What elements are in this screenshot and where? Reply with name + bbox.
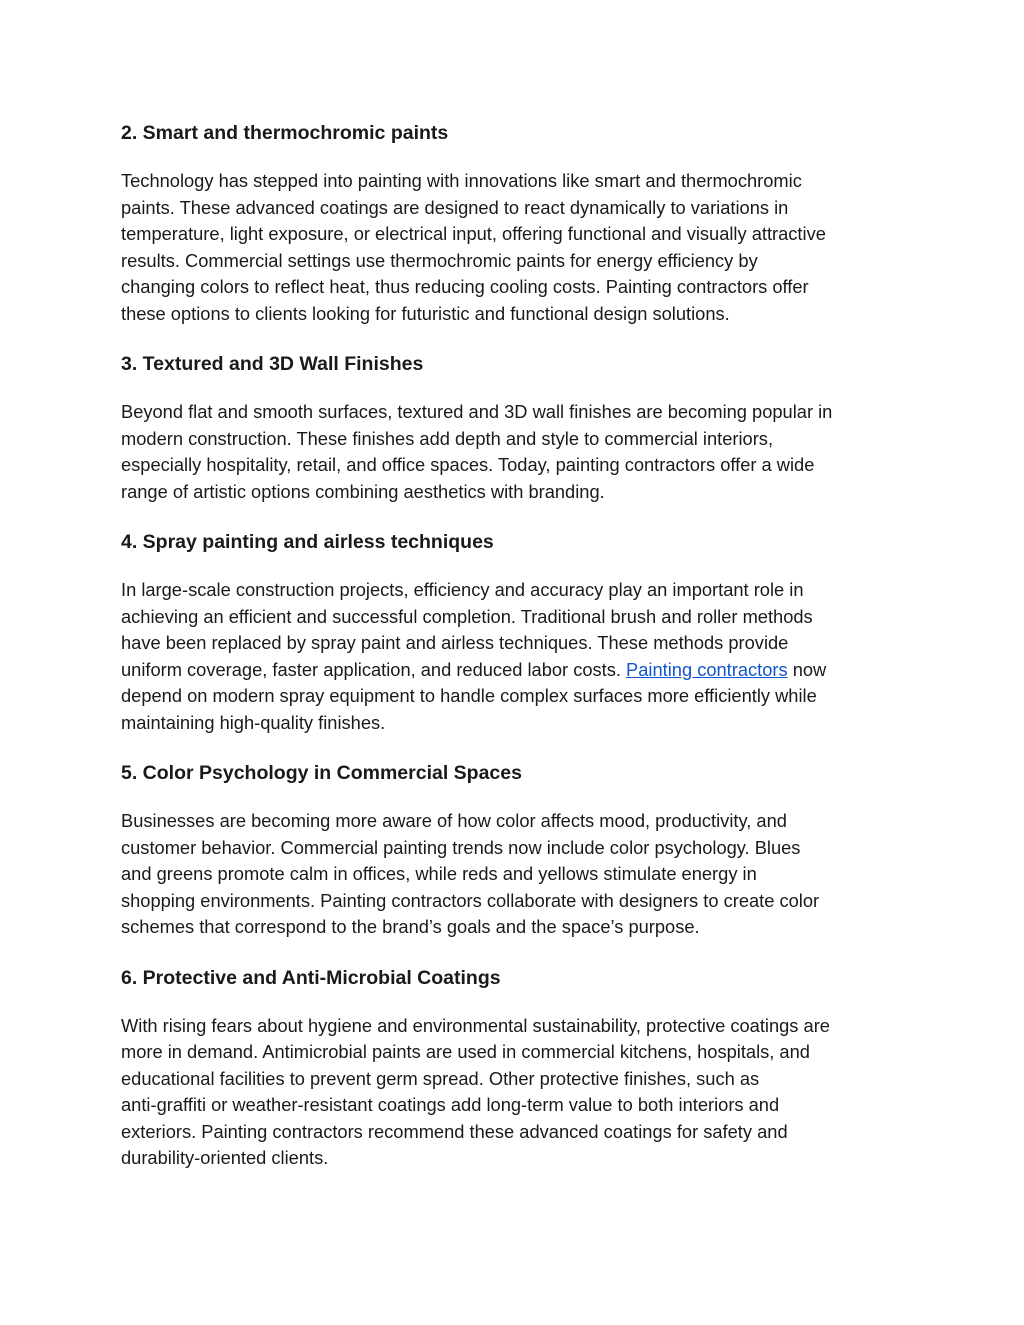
section-color-psychology bbox=[121, 760, 906, 941]
section-body: Businesses are becoming more aware of how color affects mood, productivity, and customer behavior. Commercial painting trends now include color psychology. Blues and greens promote calm in offices, while reds and yellows stimulate energy in shopping environments. Painting contractors collaborate with designers to create color schemes that correspond to the brand’s goals and the space’s purpose. bbox=[121, 810, 820, 937]
section-protective-coatings bbox=[121, 965, 906, 1172]
section-body: With rising fears about hygiene and environmental sustainability, protective coatings are more in demand. Antimicrobial paints are used in commercial kitchens, hospitals, and educational facilities to prevent germ spread. Other protective finishes, such as anti-graffiti or weather-resistant coatings add long-term value to both interiors and exteriors. Painting contractors recommend these advanced coatings for safety and durability-oriented clients. bbox=[121, 1014, 830, 1168]
section-body bbox=[121, 577, 906, 736]
section-body: Technology has stepped into painting with innovations like smart and thermochromic paints. These advanced coatings are designed to react dynamically to variations in temperature, light exposure, or electrical input, offering functional and visually attractive results. Commercial settings use thermochromic paints for energy efficiency by changing colors to reflect heat, thus reducing cooling costs. Painting contractors offer these options to clients looking for futuristic and functional design solutions. bbox=[121, 170, 826, 324]
painting-contractors-link[interactable]: Painting contractors bbox=[626, 658, 788, 680]
section-heading: 2. Smart and thermochromic paints bbox=[121, 122, 449, 144]
document-page bbox=[121, 120, 906, 1172]
section-textured-finishes bbox=[121, 351, 906, 505]
section-heading: 4. Spray painting and airless techniques bbox=[121, 531, 494, 553]
section-heading: 5. Color Psychology in Commercial Spaces bbox=[121, 762, 522, 784]
section-spray-painting bbox=[121, 529, 906, 736]
section-heading: 6. Protective and Anti-Microbial Coatings bbox=[121, 966, 501, 989]
section-heading: 3. Textured and 3D Wall Finishes bbox=[121, 353, 424, 375]
body-text-after-link: now depend on modern spray equipment to handle complex surfaces more efficiently while maintaining high-quality finishes. bbox=[121, 658, 827, 733]
body-text-before-link: In large-scale construction projects, efficiency and accuracy play an important role in achieving an efficient and successful completion. Traditional brush and roller methods have been replaced by spray paint and airless techniques. These methods provide uniform coverage, faster application, and reduced labor costs. bbox=[121, 579, 813, 680]
section-smart-paints bbox=[121, 120, 906, 327]
section-body: Beyond flat and smooth surfaces, textured and 3D wall finishes are becoming popular in modern construction. These finishes add depth and style to commercial interiors, especially hospitality, retail, and office spaces. Today, painting contractors offer a wide range of artistic options combining aesthetics with branding. bbox=[121, 401, 833, 502]
